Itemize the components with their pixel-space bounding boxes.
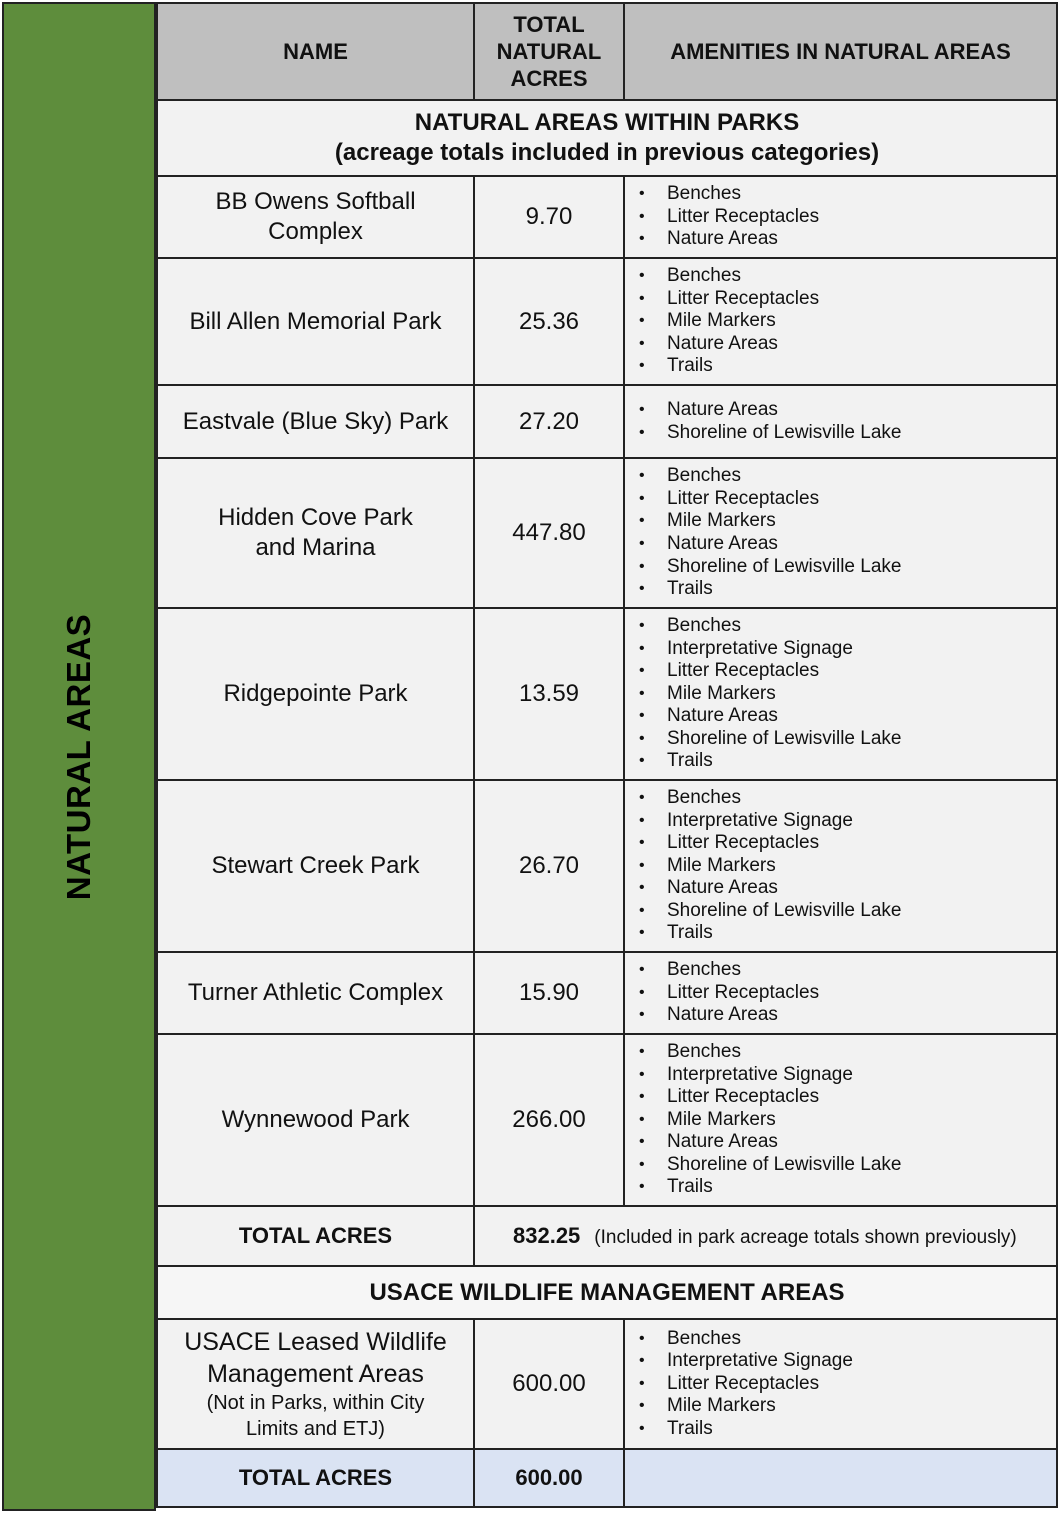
usace-name-line: Management Areas: [207, 1360, 424, 1388]
amenities-list: [625, 399, 1056, 444]
amenity-item: • Litter Receptacles: [639, 1373, 1056, 1396]
header-acres: [474, 3, 624, 100]
amenity-item: • Trails: [639, 355, 1056, 378]
table-row: [157, 385, 1057, 458]
park-acres: 9.70: [474, 176, 624, 258]
header-acres-line: NATURAL: [496, 39, 602, 64]
park-name: [157, 458, 474, 608]
amenity-item: • Litter Receptacles: [639, 660, 1056, 683]
park-name-line: Bill Allen Memorial Park: [189, 307, 442, 335]
amenity-item: • Shoreline of Lewisville Lake: [639, 422, 1056, 445]
amenity-item: • Benches: [639, 615, 1056, 638]
park-name: [157, 258, 474, 385]
amenity-item: • Benches: [639, 465, 1056, 488]
section-title: USACE WILDLIFE MANAGEMENT AREAS: [157, 1266, 1057, 1319]
amenity-item: • Shoreline of Lewisville Lake: [639, 556, 1056, 579]
amenity-item: • Trails: [639, 1418, 1056, 1441]
section-heading: NATURAL AREAS WITHIN PARKS: [414, 109, 800, 136]
park-name: [157, 1034, 474, 1206]
amenities-list: [625, 959, 1056, 1027]
amenities-list: [625, 787, 1056, 945]
park-name-line: Hidden Cove Park: [218, 504, 413, 531]
total-label: TOTAL ACRES: [157, 1449, 474, 1507]
park-name: [157, 608, 474, 780]
total-note: (Included in park acreage totals shown previously): [594, 1227, 1017, 1248]
table-row: [157, 176, 1057, 258]
table-row: [157, 458, 1057, 608]
park-amenities: [624, 952, 1057, 1034]
amenity-item: • Mile Markers: [639, 1395, 1056, 1418]
total-value: 832.25: [513, 1223, 581, 1248]
park-acres: 447.80: [474, 458, 624, 608]
total-value: 600.00: [474, 1449, 624, 1507]
park-name: [157, 952, 474, 1034]
park-amenities: [624, 458, 1057, 608]
header-row: [157, 3, 1057, 100]
amenity-item: • Benches: [639, 1328, 1056, 1351]
amenity-item: • Shoreline of Lewisville Lake: [639, 1154, 1056, 1177]
section-row: [157, 1266, 1057, 1319]
park-acres: 266.00: [474, 1034, 624, 1206]
amenity-item: • Benches: [639, 183, 1056, 206]
park-acres: 27.20: [474, 385, 624, 458]
park-name-line: and Marina: [255, 534, 376, 561]
park-name-line: Eastvale (Blue Sky) Park: [182, 407, 449, 435]
section-subheading: (acreage totals included in previous categories): [334, 139, 880, 166]
amenity-item: • Interpretative Signage: [639, 1350, 1056, 1373]
header-amenities: AMENITIES IN NATURAL AREAS: [624, 3, 1057, 100]
park-name-line: Stewart Creek Park: [211, 852, 420, 879]
section-row: [157, 100, 1057, 176]
amenity-item: • Litter Receptacles: [639, 488, 1056, 511]
amenity-item: • Mile Markers: [639, 310, 1056, 333]
amenity-item: • Mile Markers: [639, 855, 1056, 878]
table-row: [157, 952, 1057, 1034]
section-title: [157, 100, 1057, 176]
amenities-list: [625, 615, 1056, 773]
amenity-item: • Trails: [639, 1176, 1056, 1199]
amenity-item: • Trails: [639, 578, 1056, 601]
park-name-line: Wynnewood Park: [221, 1106, 410, 1133]
amenity-item: • Nature Areas: [639, 1131, 1056, 1154]
park-name-line: Complex: [268, 218, 363, 245]
park-amenities: [624, 1034, 1057, 1206]
park-name: [157, 780, 474, 952]
amenity-item: • Mile Markers: [639, 510, 1056, 533]
amenity-item: • Benches: [639, 787, 1056, 810]
amenity-item: • Shoreline of Lewisville Lake: [639, 900, 1056, 923]
amenity-item: • Benches: [639, 1041, 1056, 1064]
park-acres: 26.70: [474, 780, 624, 952]
park-name-line: Turner Athletic Complex: [187, 979, 444, 1006]
amenity-item: • Nature Areas: [639, 1004, 1056, 1027]
sidebar-band: [2, 2, 156, 1511]
park-acres: 15.90: [474, 952, 624, 1034]
amenity-item: • Nature Areas: [639, 399, 1056, 422]
amenity-item: • Benches: [639, 959, 1056, 982]
table-row: [157, 1034, 1057, 1206]
amenity-item: • Litter Receptacles: [639, 206, 1056, 229]
amenity-item: • Nature Areas: [639, 333, 1056, 356]
total-value-cell: [474, 1206, 1057, 1266]
usace-note-line: (Not in Parks, within City: [206, 1392, 425, 1414]
amenity-item: • Mile Markers: [639, 1109, 1056, 1132]
park-amenities: [624, 608, 1057, 780]
amenity-item: • Litter Receptacles: [639, 982, 1056, 1005]
park-name: [157, 385, 474, 458]
usace-acres: 600.00: [474, 1319, 624, 1449]
amenities-list: [625, 183, 1056, 251]
header-acres-line: ACRES: [510, 66, 588, 91]
usace-note-line: Limits and ETJ): [246, 1418, 385, 1440]
amenities-list: [625, 465, 1056, 601]
amenity-item: • Benches: [639, 265, 1056, 288]
total-empty-cell: [624, 1449, 1057, 1507]
park-acres: 25.36: [474, 258, 624, 385]
park-acres: 13.59: [474, 608, 624, 780]
park-name-line: Ridgepointe Park: [223, 680, 408, 707]
amenity-item: • Interpretative Signage: [639, 1064, 1056, 1087]
usace-name-line: USACE Leased Wildlife: [184, 1328, 447, 1356]
park-amenities: [624, 176, 1057, 258]
total-label: TOTAL ACRES: [157, 1206, 474, 1266]
amenity-item: • Trails: [639, 750, 1056, 773]
amenity-item: • Nature Areas: [639, 228, 1056, 251]
amenity-item: • Litter Receptacles: [639, 832, 1056, 855]
header-name: NAME: [157, 3, 474, 100]
amenity-item: • Litter Receptacles: [639, 1086, 1056, 1109]
amenities-list: [625, 265, 1056, 378]
amenity-item: • Shoreline of Lewisville Lake: [639, 728, 1056, 751]
amenity-item: • Interpretative Signage: [639, 638, 1056, 661]
header-acres-line: TOTAL: [513, 12, 585, 37]
total-row: [157, 1206, 1057, 1266]
amenity-item: • Nature Areas: [639, 533, 1056, 556]
amenity-item: • Nature Areas: [639, 877, 1056, 900]
amenity-item: • Interpretative Signage: [639, 810, 1056, 833]
total-row: [157, 1449, 1057, 1507]
amenities-list: [625, 1041, 1056, 1199]
amenity-item: • Mile Markers: [639, 683, 1056, 706]
park-amenities: [624, 258, 1057, 385]
table-row: [157, 608, 1057, 780]
amenities-list: [625, 1328, 1056, 1441]
natural-areas-table: [156, 2, 1058, 1508]
table-row: [157, 780, 1057, 952]
amenity-item: • Trails: [639, 922, 1056, 945]
usace-name: [157, 1319, 474, 1449]
usace-amenities: [624, 1319, 1057, 1449]
amenity-item: • Litter Receptacles: [639, 288, 1056, 311]
park-name: [157, 176, 474, 258]
park-amenities: [624, 385, 1057, 458]
table-row: [157, 258, 1057, 385]
park-name-line: BB Owens Softball: [215, 188, 416, 215]
amenity-item: • Nature Areas: [639, 705, 1056, 728]
sidebar-label: NATURAL AREAS: [60, 613, 97, 900]
park-amenities: [624, 780, 1057, 952]
table-row: [157, 1319, 1057, 1449]
